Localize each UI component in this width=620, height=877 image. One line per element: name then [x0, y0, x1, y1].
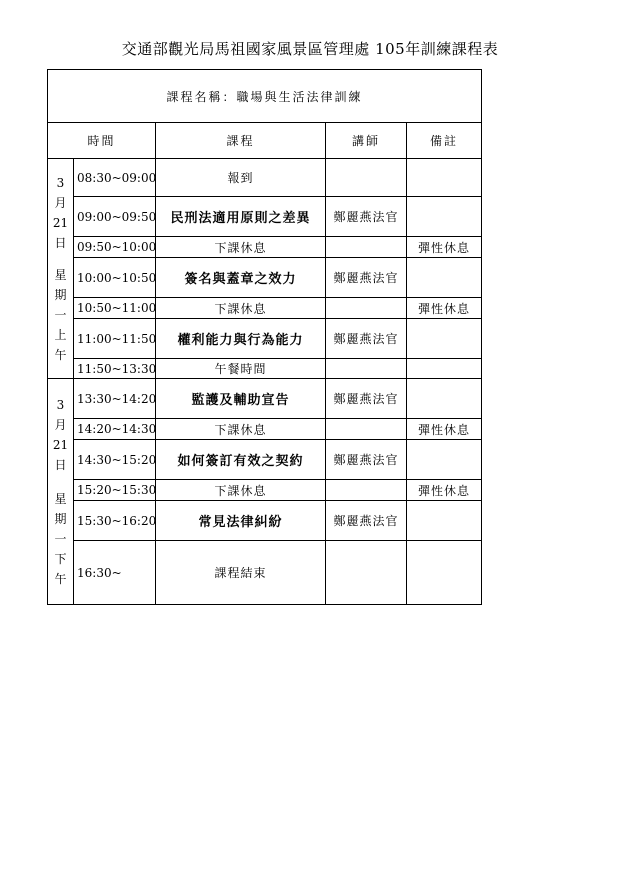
time-cell: 11:00~11:50	[74, 319, 156, 359]
teacher-cell	[326, 480, 407, 501]
table-row	[48, 419, 482, 440]
course-cell: 報到	[156, 159, 326, 197]
column-header-course: 課程	[156, 123, 326, 159]
time-cell: 10:00~10:50	[74, 258, 156, 298]
time-cell: 15:30~16:20	[74, 501, 156, 541]
teacher-cell	[326, 419, 407, 440]
table-row	[48, 319, 482, 359]
table-row	[48, 258, 482, 298]
day-label-gap	[48, 253, 73, 265]
course-cell: 下課休息	[156, 480, 326, 501]
teacher-cell	[326, 359, 407, 379]
note-cell: 彈性休息	[407, 237, 482, 258]
course-cell: 監護及輔助宣告	[156, 379, 326, 419]
note-cell	[407, 501, 482, 541]
schedule-table	[47, 69, 482, 605]
time-cell: 13:30~14:20	[74, 379, 156, 419]
time-cell: 16:30~	[74, 541, 156, 605]
note-cell	[407, 359, 482, 379]
day-label-char: 下	[54, 551, 67, 566]
day-label-char: 星	[54, 491, 67, 506]
course-cell: 權利能力與行為能力	[156, 319, 326, 359]
note-cell	[407, 319, 482, 359]
time-cell: 11:50~13:30	[74, 359, 156, 379]
afternoon-day-label	[48, 379, 74, 605]
course-cell: 常見法律糾紛	[156, 501, 326, 541]
day-label-char: 一	[54, 307, 67, 322]
day-label-char: 上	[54, 327, 67, 342]
teacher-cell	[326, 159, 407, 197]
day-label-char: 21	[52, 437, 69, 452]
course-cell: 民刑法適用原則之差異	[156, 197, 326, 237]
day-label-char: 期	[54, 511, 67, 526]
table-row	[48, 440, 482, 480]
day-label-char: 月	[54, 195, 67, 210]
day-label-char: 3	[56, 175, 65, 190]
time-cell: 15:20~15:30	[74, 480, 156, 501]
table-row	[48, 359, 482, 379]
teacher-cell	[326, 298, 407, 319]
document-title: 交通部觀光局馬祖國家風景區管理處 105年訓練課程表	[121, 40, 499, 58]
note-cell	[407, 159, 482, 197]
table-row	[48, 197, 482, 237]
morning-day-label	[48, 159, 74, 379]
teacher-cell	[326, 541, 407, 605]
day-label-gap	[48, 475, 73, 489]
teacher-cell: 鄭麗燕法官	[326, 197, 407, 237]
note-cell: 彈性休息	[407, 298, 482, 319]
teacher-cell: 鄭麗燕法官	[326, 319, 407, 359]
table-row	[48, 298, 482, 319]
note-cell	[407, 379, 482, 419]
course-cell: 下課休息	[156, 237, 326, 258]
course-cell: 簽名與蓋章之效力	[156, 258, 326, 298]
day-label-char: 期	[54, 287, 67, 302]
table-row	[48, 501, 482, 541]
time-cell: 10:50~11:00	[74, 298, 156, 319]
note-cell: 彈性休息	[407, 480, 482, 501]
day-label-char: 一	[54, 531, 67, 546]
table-row	[48, 480, 482, 501]
day-label-char: 星	[54, 267, 67, 282]
course-cell: 下課休息	[156, 419, 326, 440]
note-cell	[407, 440, 482, 480]
day-label-char: 21	[52, 215, 69, 230]
column-header-time: 時間	[48, 123, 156, 159]
teacher-cell: 鄭麗燕法官	[326, 258, 407, 298]
day-label-char: 午	[54, 571, 67, 586]
course-cell: 下課休息	[156, 298, 326, 319]
teacher-cell: 鄭麗燕法官	[326, 501, 407, 541]
table-row	[48, 237, 482, 258]
day-label-char: 日	[54, 235, 67, 250]
time-cell: 09:00~09:50	[74, 197, 156, 237]
table-row	[48, 159, 482, 197]
time-cell: 09:50~10:00	[74, 237, 156, 258]
teacher-cell: 鄭麗燕法官	[326, 379, 407, 419]
table-row	[48, 379, 482, 419]
time-cell: 08:30~09:00	[74, 159, 156, 197]
day-label-char: 3	[56, 397, 65, 412]
course-cell: 午餐時間	[156, 359, 326, 379]
time-cell: 14:20~14:30	[74, 419, 156, 440]
note-cell	[407, 541, 482, 605]
note-cell: 彈性休息	[407, 419, 482, 440]
column-header-note: 備註	[407, 123, 482, 159]
day-label-char: 月	[54, 417, 67, 432]
table-header-row	[48, 123, 482, 159]
course-name: 課程名稱：職場與生活法律訓練	[48, 70, 482, 123]
note-cell	[407, 258, 482, 298]
table-row	[48, 541, 482, 605]
teacher-cell	[326, 237, 407, 258]
course-cell: 如何簽訂有效之契約	[156, 440, 326, 480]
teacher-cell: 鄭麗燕法官	[326, 440, 407, 480]
column-header-teacher: 講師	[326, 123, 407, 159]
day-label-char: 日	[54, 457, 67, 472]
day-label-char: 午	[54, 347, 67, 362]
time-cell: 14:30~15:20	[74, 440, 156, 480]
note-cell	[407, 197, 482, 237]
course-cell: 課程結束	[156, 541, 326, 605]
